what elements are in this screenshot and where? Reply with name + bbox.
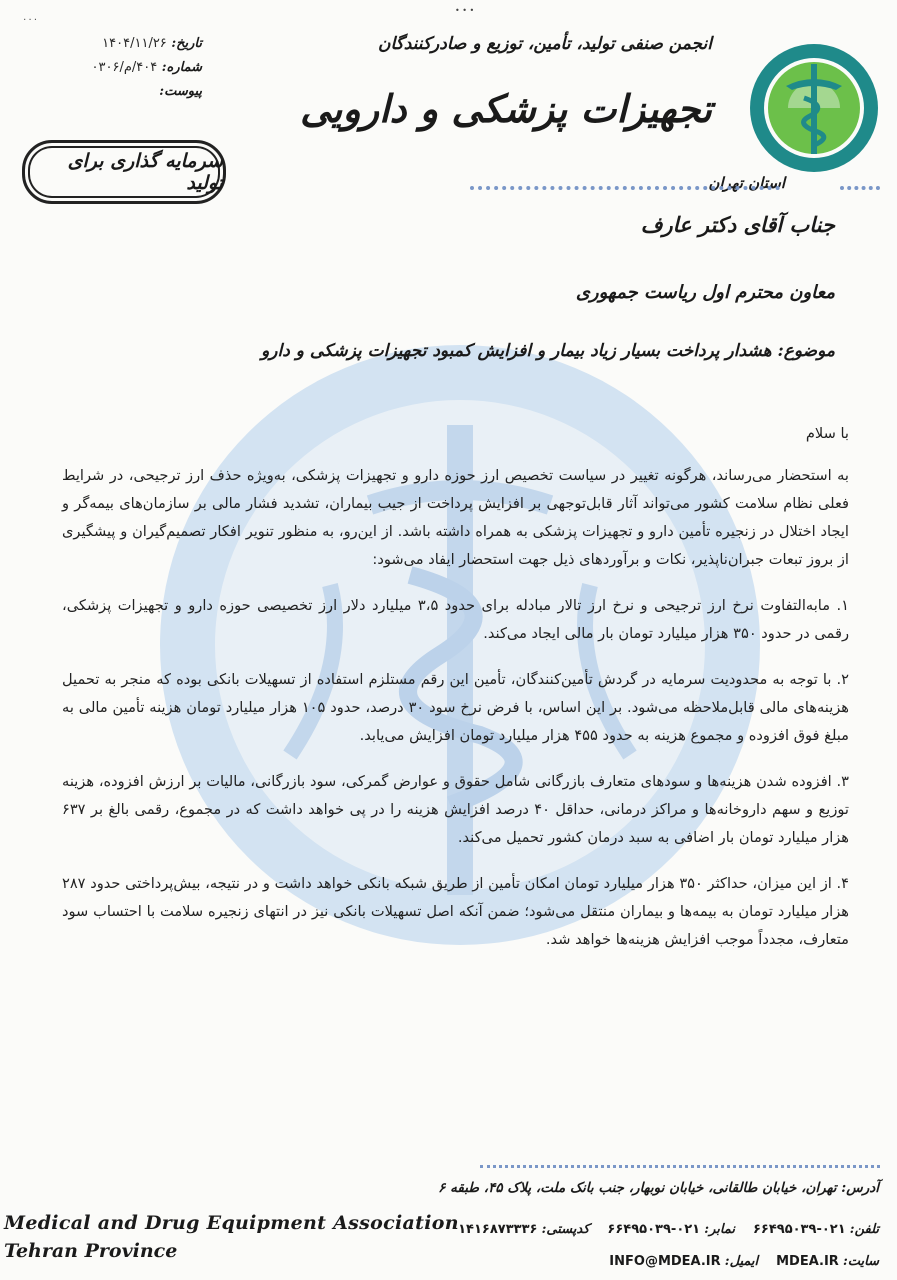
association-name-line2: تجهیزات پزشکی و دارویی [300,86,712,131]
addressee-title: معاون محترم اول ریاست جمهوری [575,282,835,303]
header-divider [470,186,780,190]
email-label: ایمیل: [724,1254,759,1269]
top-dots: • • • [455,6,475,15]
postal-label: کدپستی: [541,1222,590,1237]
letter-body [62,420,849,972]
email-value: INFO@MDEA.IR [609,1254,721,1269]
attachment-row [72,80,202,104]
fax-value: ۰۲۱-۶۶۴۹۵۰۳۹ [607,1222,701,1237]
number-label: شماره: [161,60,202,75]
date-label: تاریخ: [171,36,202,51]
english-name-line2: Tehran Province [4,1240,178,1262]
letter-subject: موضوع: هشدار پرداخت بسیار زیاد بیمار و افزایش کمبود تجهیزات پزشکی و دارو [261,341,835,361]
number-row [72,56,202,80]
phone-value: ۰۲۱-۶۶۴۹۵۰۳۹ [752,1222,846,1237]
english-name-line1: Medical and Drug Equipment Association [4,1212,459,1234]
header-divider-short [840,186,880,190]
paragraph-item-1: ۱. مابه‌التفاوت نرخ ارز ترجیحی و نرخ ارز تالار مبادله برای حدود ۳،۵ میلیارد دلار ارز تخصیصی حوزه دارو و تجهیزات پزشکی، رقمی در حدود ۳۵۰ هزار میلیارد تومان بار مالی ایجاد می‌کند. [62,597,850,642]
phone-label: تلفن: [849,1222,879,1237]
province-label: استان تهران [708,174,785,192]
paragraph-item-3: ۳. افزوده شدن هزینه‌ها و سودهای متعارف بازرگانی شامل حقوق و عوارض گمرکی، سود بازرگانی، مالیات بر ارزش افزوده، هزینه توزیع و سهم داروخانه‌ها و مراکز درمانی، حداقل ۴۰ درصد افزایش هزینه را در پی خواهد داشت که در مجموع، رقمی بالغ بر ۶۳۷ هزار میلیارد تومان بار اضافی به سبد درمان کشور تحمیل می‌کند. [62,773,849,846]
footer-divider [480,1165,880,1168]
postal-value: ۱۴۱۶۸۷۳۳۳۶ [458,1222,538,1237]
fax-label: نمابر: [704,1222,735,1237]
paragraph-item-4: ۴. از این میزان، حداکثر ۳۵۰ هزار میلیارد تومان امکان تأمین از طریق شبکه بانکی خواهد داشت و در نتیجه، بیش‌پرداختی حدود ۲۸۷ هزار میلیارد تومان به بیمه‌ها و بیماران منتقل می‌شود؛ ضمن آنکه اصل تسهیلات بانکی نیز در انتهای زنجیره سلامت با احتساب سود متعارف، مجدداً موجب افزایش هزینه‌ها خواهد شد. [62,875,849,948]
slogan-text: سرمایه گذاری برای تولید [67,150,223,194]
footer-address: آدرس: تهران، خیابان طالقانی، خیابان نوبهار، جنب بانک ملت، پلاک ۴۵، طبقه ۶ [438,1180,879,1196]
site-value: MDEA.IR [776,1254,839,1269]
date-value: ۱۴۰۴/۱۱/۲۶ [102,36,167,51]
footer-contact-row [458,1222,879,1237]
greeting: با سلام [805,425,849,442]
paragraph-item-2: ۲. با توجه به محدودیت سرمایه در گردش تأمین‌کنندگان، تأمین این رقم مستلزم استفاده از تسهیلات بانکی بوده که منجر به تحمیل هزینه‌های مالی قابل‌ملاحظه می‌شود. بر این اساس، با فرض نرخ سود ۳۰ درصد، حدود ۱۰۵ هزار میلیارد تومان هزینه تأمین مالی به مبلغ فوق افزوده و مجموع هزینه به حدود ۴۵۵ هزار میلیارد تومان افزایش می‌یابد. [62,671,849,744]
attachment-label: پیوست: [159,84,202,99]
association-logo-icon [748,42,880,174]
slogan-stamp [22,140,226,204]
addressee-name: جناب آقای دکتر عارف [640,212,835,237]
association-name-line1: انجمن صنفی تولید، تأمین، توزیع و صادرکنندگان [378,34,712,54]
footer-web-row [609,1254,879,1269]
site-label: سایت: [842,1254,879,1269]
corner-mark: ۰۰۰ [22,14,39,25]
letter-meta [72,32,202,104]
date-row [72,32,202,56]
paragraph-intro: به استحضار می‌رساند، هرگونه تغییر در سیاست تخصیص ارز حوزه دارو و تجهیزات پزشکی، به‌ویژه حذف ارز ترجیحی، در شرایط فعلی نظام سلامت کشور می‌تواند آثار قابل‌توجهی بر افزایش پرداخت از جیب بیماران، تشدید فشار مالی بر سازمان‌های بیمه‌گر و ایجاد اختلال در زنجیره تأمین دارو و تجهیزات پزشکی به همراه داشته باشد. از این‌رو، به منظور تنویر افکار تصمیم‌گیران و پیشگیری از بروز تبعات جبران‌ناپذیر، نکات و برآوردهای ذیل جهت استحضار ایفاد می‌شود: [62,467,849,568]
number-value: ۴۰۴/م/۰۳۰۶ [91,60,158,75]
